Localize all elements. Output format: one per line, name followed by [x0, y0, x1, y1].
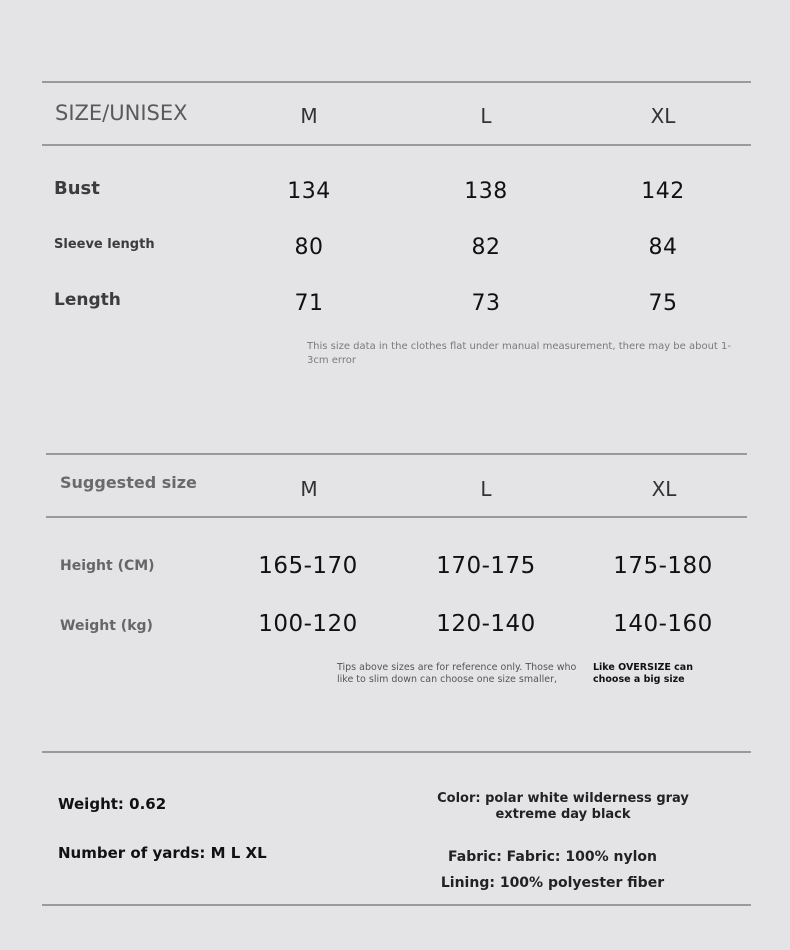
row-label-bust: Bust	[54, 178, 100, 199]
measurement-note: This size data in the clothes flat under manual measurement, there may be about 1-3cm error	[307, 341, 731, 366]
weight-l-value: 120-140	[436, 611, 536, 637]
weight-xl-value: 140-160	[613, 611, 713, 637]
row-label-weight: Weight (kg)	[60, 618, 153, 634]
sleeve-xl-value: 84	[648, 235, 678, 260]
row-label-sleeve-length: Sleeve length	[54, 237, 155, 252]
suggested-top-divider	[46, 453, 747, 455]
row-label-length: Length	[54, 290, 121, 310]
length-xl-value: 75	[648, 291, 678, 316]
height-l-value: 170-175	[436, 553, 536, 579]
header-divider	[42, 144, 751, 146]
size-header-l: L	[480, 104, 492, 128]
sleeve-m-value: 80	[294, 235, 324, 260]
info-top-divider	[42, 751, 751, 753]
suggested-header-l: L	[480, 477, 492, 501]
size-header-xl: XL	[650, 104, 676, 128]
fabric-info: Fabric: Fabric: 100% nylon Lining: 100% polyester fiber	[440, 849, 665, 891]
size-unisex-header: SIZE/UNISEX	[55, 101, 188, 125]
tip-slim-down: Tips above sizes are for reference only. Those who like to slim down can choose one size smaller,	[337, 662, 577, 685]
suggested-header-m: M	[300, 477, 318, 501]
height-xl-value: 175-180	[613, 553, 713, 579]
bottom-divider	[42, 904, 751, 906]
bust-m-value: 134	[287, 179, 331, 204]
tip-oversize: Like OVERSIZE can choose a big size	[593, 662, 693, 685]
suggested-size-header: Suggested size	[60, 473, 197, 492]
suggested-header-divider	[46, 516, 747, 518]
color-info: Color: polar white wilderness gray extreme day black	[437, 791, 689, 822]
sleeve-l-value: 82	[471, 235, 501, 260]
weight-m-value: 100-120	[258, 611, 358, 637]
weight-info: Weight: 0.62	[58, 795, 167, 813]
yards-info: Number of yards: M L XL	[58, 844, 267, 862]
bust-xl-value: 142	[641, 179, 685, 204]
bust-l-value: 138	[464, 179, 508, 204]
row-label-height: Height (CM)	[60, 558, 155, 574]
top-divider	[42, 81, 751, 83]
height-m-value: 165-170	[258, 553, 358, 579]
length-l-value: 73	[471, 291, 501, 316]
length-m-value: 71	[294, 291, 324, 316]
size-header-m: M	[300, 104, 318, 128]
suggested-header-xl: XL	[651, 477, 677, 501]
